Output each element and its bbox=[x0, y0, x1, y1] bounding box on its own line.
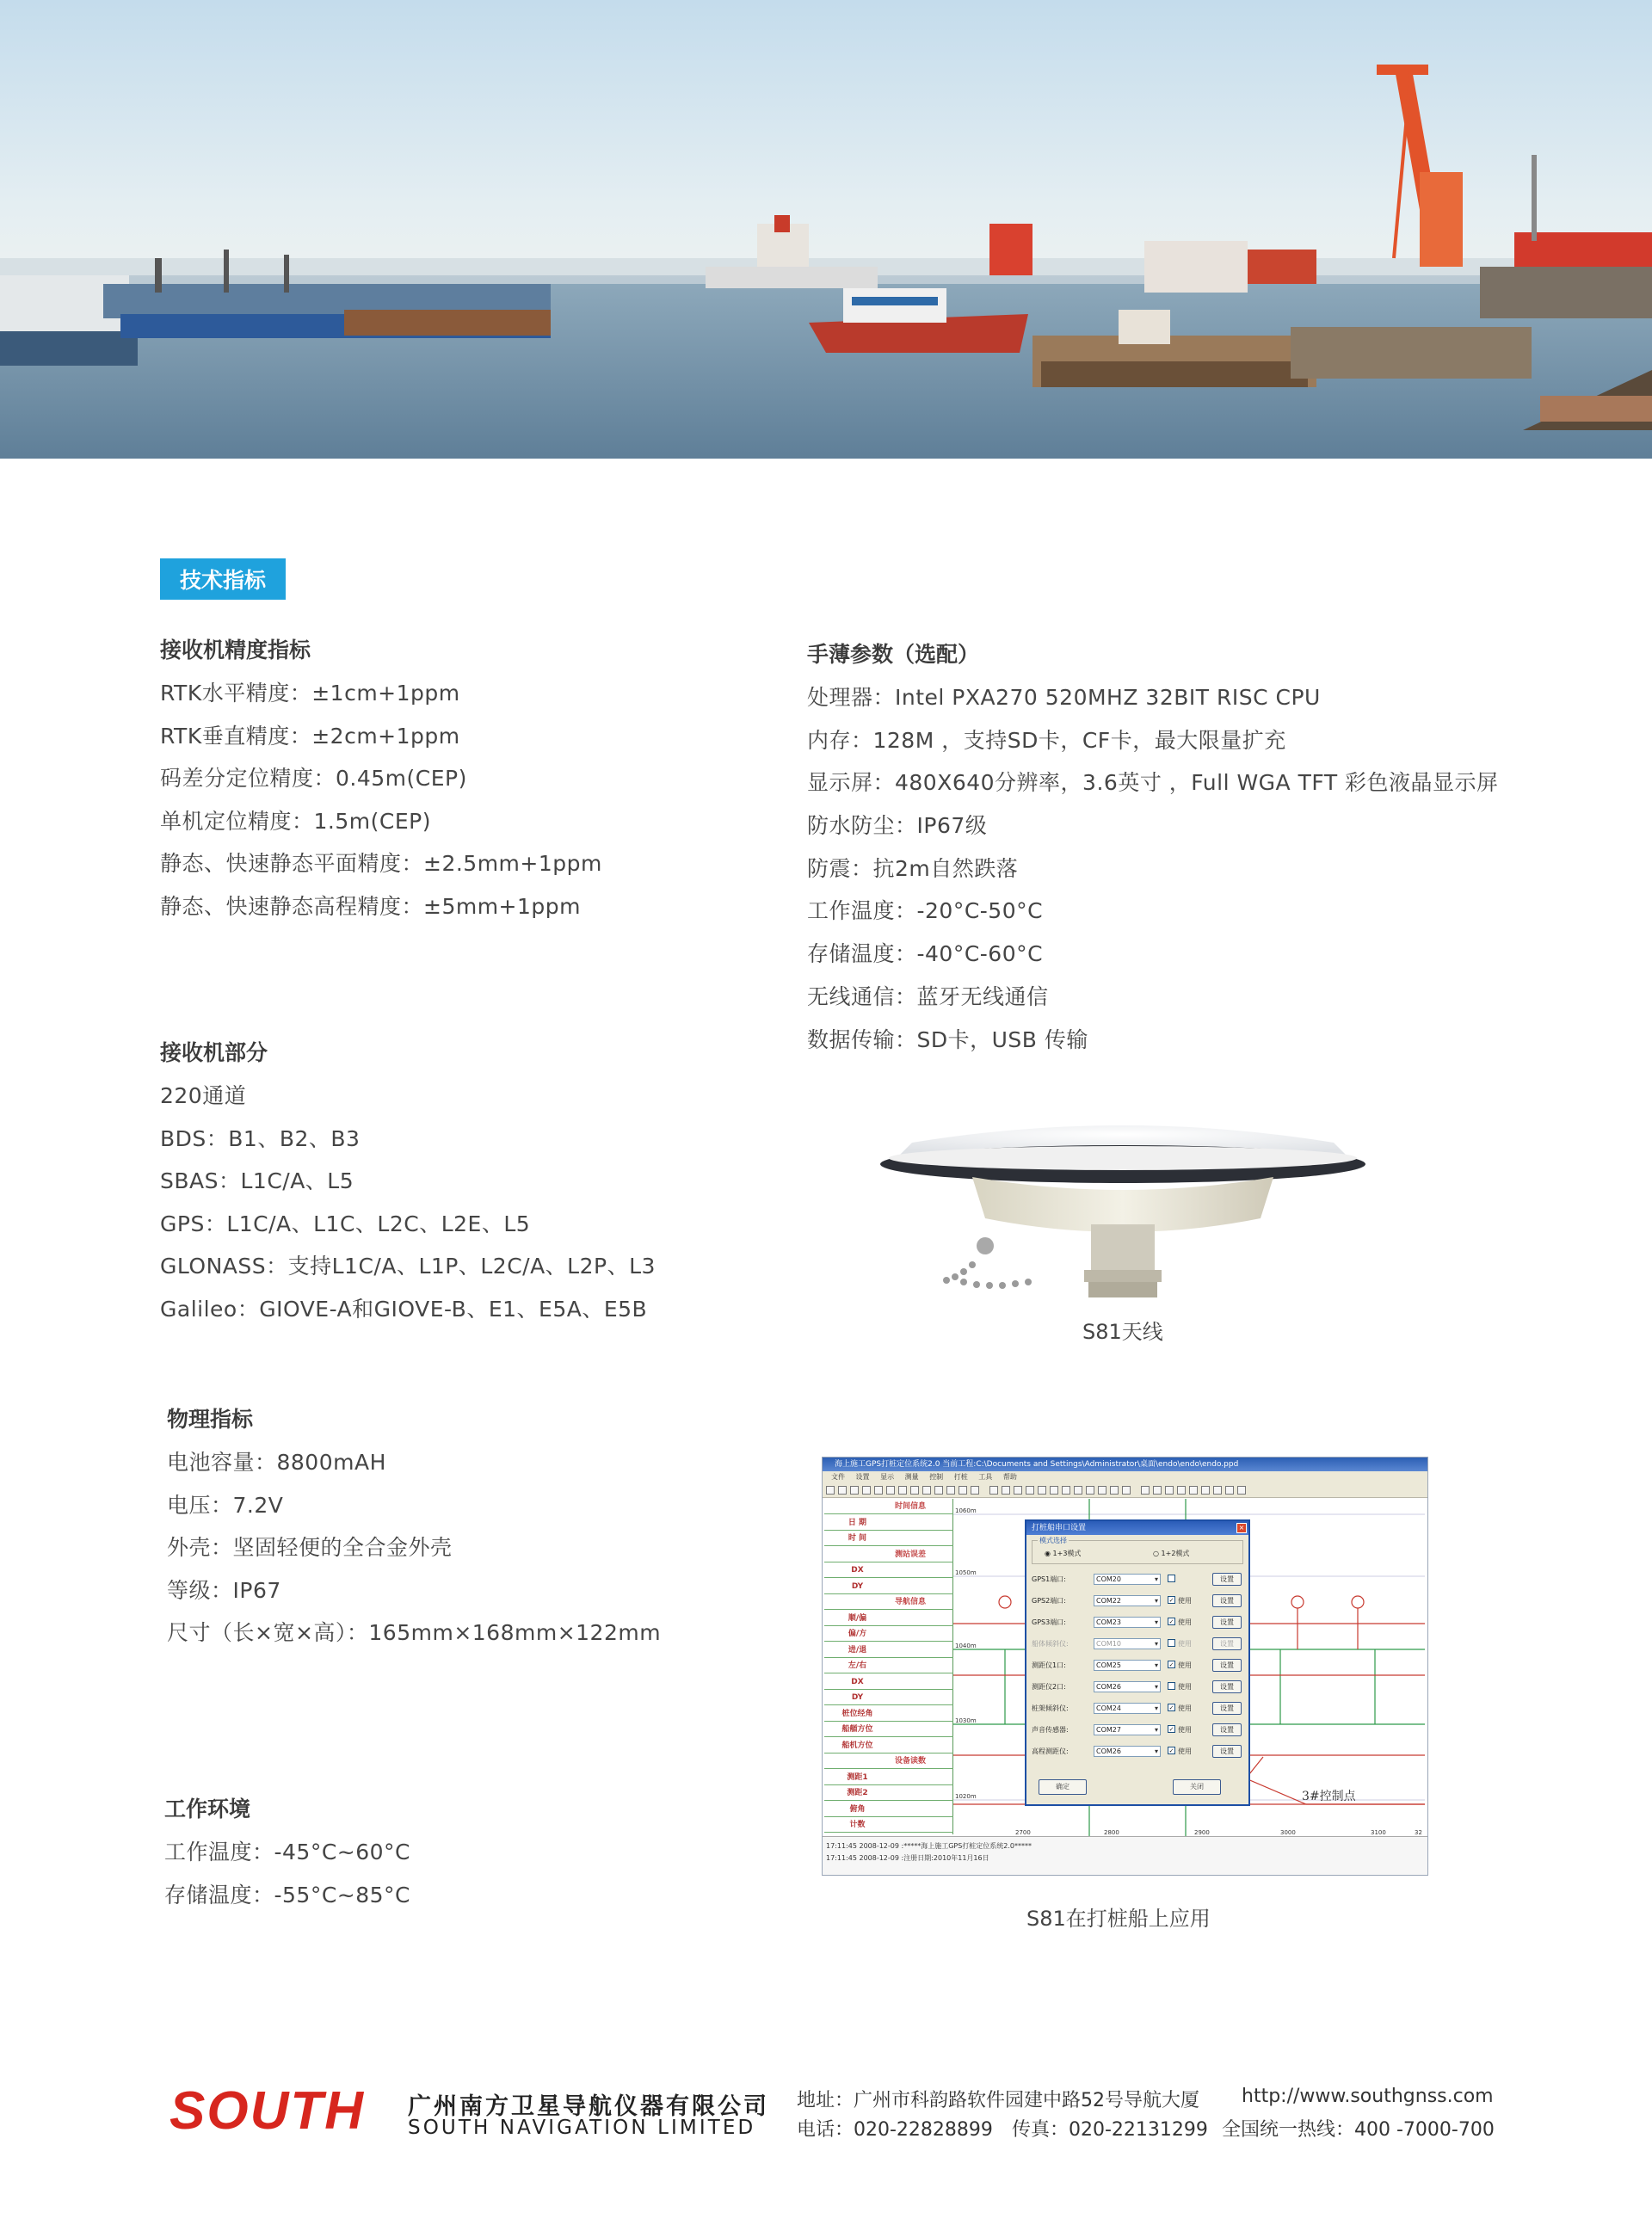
panel-label: 俯角 bbox=[849, 1804, 866, 1814]
use-label: 使用 bbox=[1178, 1683, 1192, 1691]
spec-item: 内存：128M ，支持SD卡，CF卡，最大限量扩充 bbox=[807, 727, 1286, 753]
port-label: 桩架倾斜仪: bbox=[1032, 1704, 1069, 1712]
port-row bbox=[1032, 1636, 1243, 1653]
dialog-title bbox=[1026, 1521, 1248, 1535]
port-select[interactable]: COM22 ▾ bbox=[1094, 1595, 1161, 1606]
spec-item: 数据传输：SD卡，USB 传输 bbox=[807, 1026, 1088, 1052]
toolbar-icon[interactable] bbox=[971, 1486, 979, 1495]
mode-group bbox=[1032, 1537, 1243, 1564]
panel-label: 设备读数 bbox=[894, 1757, 926, 1766]
spec-item: 处理器：Intel PXA270 520MHZ 32BIT RISC CPU bbox=[807, 685, 1321, 710]
toolbar-icon[interactable] bbox=[1002, 1486, 1010, 1495]
panel-label: 桩位经角 bbox=[841, 1709, 873, 1718]
panel-label: DY bbox=[851, 1693, 864, 1702]
footer-hotline: 全国统一热线：400 -7000-700 bbox=[1222, 2119, 1495, 2141]
toolbar-icon[interactable] bbox=[886, 1486, 895, 1495]
company-name-en: SOUTH NAVIGATION LIMITED bbox=[408, 2117, 756, 2139]
spec-item: 防震：抗2m自然跌落 bbox=[807, 855, 1019, 881]
y-tick: 1040m bbox=[955, 1643, 977, 1649]
spec-item: RTK垂直精度：±2cm+1ppm bbox=[160, 723, 460, 749]
use-checkbox[interactable] bbox=[1168, 1682, 1175, 1690]
ok-button[interactable]: 确定 bbox=[1039, 1779, 1087, 1795]
port-settings-button[interactable]: 设置 bbox=[1212, 1637, 1242, 1650]
status-line: 17:11:45 2008-12-09 :注册日期:2010年11月16日 bbox=[826, 1854, 989, 1862]
port-row bbox=[1032, 1679, 1243, 1696]
panel-label: 测距2 bbox=[847, 1789, 868, 1797]
spec-item: 存储温度：-40°C-60°C bbox=[807, 941, 1044, 967]
serial-port-dialog bbox=[1025, 1519, 1250, 1806]
panel-label: 计数 bbox=[849, 1821, 866, 1829]
port-select[interactable]: COM23 ▾ bbox=[1094, 1617, 1161, 1628]
port-row bbox=[1032, 1657, 1243, 1674]
spec-item: 存储温度：-55°C~85°C bbox=[164, 1882, 411, 1908]
spec-item: 静态、快速静态高程精度：±5mm+1ppm bbox=[160, 893, 582, 919]
plot-annotation: 3#控制点 bbox=[1302, 1790, 1356, 1803]
spec-item: 单机定位精度：1.5m(CEP) bbox=[160, 808, 431, 834]
use-label: 使用 bbox=[1178, 1704, 1192, 1712]
section-title: 工作环境 bbox=[164, 1797, 251, 1821]
port-select[interactable]: COM26 ▾ bbox=[1094, 1681, 1161, 1692]
use-checkbox[interactable]: ✓ bbox=[1168, 1704, 1174, 1711]
panel-row bbox=[824, 1531, 953, 1546]
menu-item: 文件 bbox=[831, 1473, 845, 1481]
panel-row bbox=[824, 1785, 953, 1801]
hero-harbor-photo bbox=[0, 0, 1652, 459]
spec-item: 电池容量：8800mAH bbox=[167, 1450, 386, 1475]
port-label: GPS3端口: bbox=[1032, 1618, 1066, 1626]
toolbar-icon[interactable] bbox=[1062, 1486, 1070, 1495]
software-screenshot bbox=[822, 1457, 1428, 1876]
x-tick: 2700 bbox=[1015, 1829, 1031, 1836]
panel-header bbox=[824, 1594, 953, 1610]
toolbar-icon[interactable] bbox=[1098, 1486, 1106, 1495]
spec-item: 220通道 bbox=[160, 1083, 247, 1108]
toolbar-icon[interactable] bbox=[1050, 1486, 1058, 1495]
panel-label: 测站误差 bbox=[894, 1550, 926, 1559]
panel-label: 偏/方 bbox=[848, 1630, 867, 1638]
use-label: 使用 bbox=[1178, 1661, 1192, 1669]
panel-row bbox=[824, 1738, 953, 1753]
close-icon[interactable]: × bbox=[1236, 1523, 1247, 1533]
port-select[interactable]: COM10 ▾ bbox=[1094, 1638, 1161, 1649]
port-settings-button[interactable]: 设置 bbox=[1212, 1745, 1242, 1758]
use-label: 使用 bbox=[1178, 1618, 1192, 1626]
menu-item: 设置 bbox=[855, 1473, 870, 1481]
y-tick: 1050m bbox=[955, 1569, 977, 1576]
spec-item: RTK水平精度：±1cm+1ppm bbox=[160, 681, 460, 706]
toolbar-icon[interactable] bbox=[1165, 1486, 1174, 1495]
window-title: 海上施工GPS打桩定位系统2.0 当前工程:C:\Documents and Settings\Administrator\桌面\endo\endo\endo.ppd bbox=[823, 1458, 1427, 1471]
panel-label: DY bbox=[851, 1581, 864, 1591]
receiver-precision-section bbox=[160, 629, 602, 928]
panel-row bbox=[824, 1817, 953, 1833]
toolbar-icon[interactable] bbox=[1201, 1486, 1210, 1495]
y-tick: 1030m bbox=[955, 1717, 977, 1724]
toolbar-icon[interactable] bbox=[898, 1486, 907, 1495]
toolbar-icon[interactable] bbox=[1237, 1486, 1246, 1495]
port-row bbox=[1032, 1722, 1243, 1739]
port-select[interactable]: COM20 ▾ bbox=[1094, 1574, 1161, 1585]
panel-label: 测距1 bbox=[847, 1772, 868, 1782]
toolbar-icon[interactable] bbox=[1141, 1486, 1150, 1495]
port-label: 测距仪2口: bbox=[1032, 1683, 1066, 1691]
port-select[interactable]: COM24 ▾ bbox=[1094, 1703, 1161, 1714]
toolbar-icon[interactable] bbox=[989, 1486, 998, 1495]
toolbar-icon[interactable] bbox=[1122, 1486, 1131, 1495]
logo-text: SOUTH bbox=[170, 2084, 365, 2136]
panel-label: 顺/偏 bbox=[848, 1613, 867, 1623]
panel-label: DX bbox=[851, 1566, 864, 1575]
spec-item: 静态、快速静态平面精度：±2.5mm+1ppm bbox=[160, 851, 602, 877]
menu-item: 帮助 bbox=[1002, 1473, 1017, 1481]
mode-group-label: 模式选择 bbox=[1039, 1537, 1067, 1544]
toolbar-icon[interactable] bbox=[850, 1486, 859, 1495]
x-tick: 2900 bbox=[1194, 1829, 1210, 1836]
spec-item: GLONASS：支持L1C/A、L1P、L2C/A、L2P、L3 bbox=[160, 1254, 656, 1279]
use-checkbox[interactable]: ✓ bbox=[1168, 1726, 1174, 1733]
receiver-part-section bbox=[160, 1032, 656, 1331]
use-label: 使用 bbox=[1178, 1726, 1192, 1734]
panel-row bbox=[824, 1515, 953, 1531]
x-tick: 3100 bbox=[1371, 1829, 1386, 1836]
spec-item: 防水防尘：IP67级 bbox=[807, 813, 988, 839]
toolbar-icon[interactable] bbox=[1086, 1486, 1094, 1495]
panel-row bbox=[824, 1579, 953, 1594]
use-label: 使用 bbox=[1178, 1597, 1192, 1605]
south-logo bbox=[168, 2084, 391, 2136]
software-caption: S81在打桩船上应用 bbox=[1026, 1907, 1211, 1931]
use-checkbox[interactable] bbox=[1168, 1575, 1175, 1582]
port-label: GPS2端口: bbox=[1032, 1597, 1066, 1605]
spec-item: 电压：7.2V bbox=[167, 1492, 284, 1518]
panel-header bbox=[824, 1753, 953, 1769]
mode-a-label: 1+3模式 bbox=[1052, 1550, 1082, 1557]
spec-item: 无线通信：蓝牙无线通信 bbox=[807, 983, 1049, 1009]
port-row bbox=[1032, 1700, 1243, 1717]
x-tick: 32 bbox=[1415, 1829, 1422, 1836]
port-label: 高程测距仪: bbox=[1032, 1747, 1069, 1755]
panel-label: 导航信息 bbox=[894, 1598, 926, 1606]
toolbar-icon[interactable] bbox=[1014, 1486, 1022, 1495]
footer-address: 地址：广州市科韵路软件园建中路52号导航大厦 bbox=[797, 2090, 1199, 2111]
panel-label: 日 期 bbox=[848, 1518, 867, 1527]
panel-label: 左/右 bbox=[848, 1661, 867, 1670]
port-select[interactable]: COM25 ▾ bbox=[1094, 1660, 1161, 1671]
use-checkbox[interactable]: ✓ bbox=[1168, 1618, 1174, 1625]
mode-radio-a[interactable]: ◉ 1+3模式 bbox=[1045, 1550, 1082, 1557]
spec-item: 工作温度：-45°C~60°C bbox=[164, 1840, 411, 1864]
x-tick: 2800 bbox=[1104, 1829, 1119, 1836]
port-label: GPS1端口: bbox=[1032, 1575, 1066, 1583]
port-settings-button[interactable]: 设置 bbox=[1212, 1680, 1242, 1693]
panel-row bbox=[824, 1626, 953, 1642]
port-label: 船体倾斜仪: bbox=[1032, 1640, 1069, 1648]
company-name-cn: 广州南方卫星导航仪器有限公司 bbox=[408, 2093, 769, 2120]
spec-item: 工作温度：-20°C-50°C bbox=[807, 898, 1044, 924]
port-label: 声音传感器: bbox=[1032, 1726, 1069, 1734]
panel-label: 时 间 bbox=[848, 1534, 867, 1543]
physical-specs-section bbox=[167, 1398, 661, 1655]
toolbar-icon[interactable] bbox=[959, 1486, 967, 1495]
menu-item: 控制 bbox=[929, 1473, 944, 1481]
toolbar-icon[interactable] bbox=[1189, 1486, 1198, 1495]
footer-website[interactable]: http://www.southgnss.com bbox=[1242, 2086, 1494, 2107]
toolbar-icon[interactable] bbox=[838, 1486, 847, 1495]
port-label: 测距仪1口: bbox=[1032, 1661, 1066, 1669]
port-settings-button[interactable]: 设置 bbox=[1212, 1702, 1242, 1715]
panel-label: 进/退 bbox=[848, 1645, 867, 1655]
toolbar-icon[interactable] bbox=[1038, 1486, 1046, 1495]
panel-header bbox=[824, 1499, 953, 1514]
port-select[interactable]: COM27 ▾ bbox=[1094, 1724, 1161, 1735]
panel-row bbox=[824, 1611, 953, 1626]
menu-item: 打桩 bbox=[953, 1473, 968, 1481]
section-title: 手薄参数（选配） bbox=[807, 642, 980, 667]
port-settings-button[interactable]: 设置 bbox=[1212, 1659, 1242, 1672]
spec-item: 等级：IP67 bbox=[167, 1577, 281, 1603]
toolbar-icon[interactable] bbox=[1225, 1486, 1234, 1495]
port-row bbox=[1032, 1571, 1243, 1588]
toolbar-icon[interactable] bbox=[826, 1486, 835, 1495]
port-row bbox=[1032, 1614, 1243, 1631]
panel-row bbox=[824, 1706, 953, 1722]
use-checkbox[interactable]: ✓ bbox=[1168, 1661, 1174, 1668]
panel-row bbox=[824, 1658, 953, 1673]
spec-item: BDS：B1、B2、B3 bbox=[160, 1125, 361, 1151]
spec-item: 尺寸（长×宽×高）：165mm×168mm×122mm bbox=[167, 1620, 662, 1646]
panel-label: DX bbox=[851, 1677, 864, 1686]
toolbar-icon[interactable] bbox=[874, 1486, 883, 1495]
mode-b-label: 1+2模式 bbox=[1161, 1550, 1190, 1557]
toolbar-icon[interactable] bbox=[922, 1486, 931, 1495]
spec-item: SBAS：L1C/A、L5 bbox=[160, 1168, 354, 1194]
use-checkbox[interactable]: ✓ bbox=[1168, 1747, 1174, 1754]
spec-item: Galileo：GIOVE-A和GIOVE-B、E1、E5A、E5B bbox=[160, 1296, 648, 1322]
use-label: 使用 bbox=[1178, 1640, 1192, 1648]
section-title: 物理指标 bbox=[167, 1407, 254, 1432]
port-row bbox=[1032, 1593, 1243, 1610]
panel-row bbox=[824, 1643, 953, 1658]
spec-item: 显示屏：480X640分辨率，3.6英寸 ，Full WGA TFT 彩色液晶显示屏 bbox=[807, 770, 1499, 796]
status-line: 17:11:45 2008-12-09 :*****海上施工GPS打桩定位系统2.0***** bbox=[826, 1842, 1032, 1850]
panel-label: 时间信息 bbox=[894, 1502, 926, 1511]
toolbar-icon[interactable] bbox=[910, 1486, 919, 1495]
toolbar-icon[interactable] bbox=[1026, 1486, 1034, 1495]
panel-row bbox=[824, 1690, 953, 1705]
panel-row bbox=[824, 1802, 953, 1817]
toolbar-icon[interactable] bbox=[946, 1486, 955, 1495]
panel-row bbox=[824, 1562, 953, 1578]
port-settings-button[interactable]: 设置 bbox=[1212, 1616, 1242, 1629]
toolbar-icon[interactable] bbox=[1213, 1486, 1222, 1495]
close-button[interactable]: 关闭 bbox=[1173, 1779, 1221, 1795]
port-settings-button[interactable]: 设置 bbox=[1212, 1723, 1242, 1736]
port-row bbox=[1032, 1743, 1243, 1760]
x-tick: 3000 bbox=[1280, 1829, 1296, 1836]
port-select[interactable]: COM26 ▾ bbox=[1094, 1746, 1161, 1757]
use-checkbox[interactable] bbox=[1168, 1639, 1175, 1647]
status-log bbox=[823, 1836, 1427, 1876]
spec-item: GPS：L1C/A、L1C、L2C、L2E、L5 bbox=[160, 1211, 531, 1236]
toolbar-icon[interactable] bbox=[934, 1486, 943, 1495]
handheld-params-section bbox=[807, 633, 1499, 1061]
use-checkbox[interactable]: ✓ bbox=[1168, 1597, 1174, 1604]
toolbar bbox=[823, 1482, 1427, 1498]
info-panel bbox=[824, 1499, 953, 1834]
antenna-image bbox=[878, 1117, 1368, 1306]
spec-item: 外壳：坚固轻便的全合金外壳 bbox=[167, 1535, 453, 1561]
panel-label: 船机方位 bbox=[841, 1741, 873, 1750]
section-title: 接收机部分 bbox=[160, 1040, 268, 1065]
dialog-title-text: 打桩船串口设置 bbox=[1032, 1524, 1087, 1532]
toolbar-icon[interactable] bbox=[862, 1486, 871, 1495]
use-label: 使用 bbox=[1178, 1747, 1192, 1755]
environment-section bbox=[164, 1788, 410, 1916]
panel-row bbox=[824, 1722, 953, 1737]
menu-item: 显示 bbox=[880, 1473, 895, 1481]
toolbar-icon[interactable] bbox=[1110, 1486, 1119, 1495]
panel-header bbox=[824, 1547, 953, 1562]
menu-item: 测量 bbox=[904, 1473, 919, 1481]
mode-radio-b[interactable]: ○ 1+2模式 bbox=[1153, 1550, 1190, 1557]
panel-row bbox=[824, 1770, 953, 1785]
footer-fax: 传真：020-22131299 bbox=[1012, 2119, 1208, 2141]
panel-row bbox=[824, 1674, 953, 1690]
port-settings-button[interactable]: 设置 bbox=[1212, 1573, 1242, 1586]
toolbar-icon[interactable] bbox=[1177, 1486, 1186, 1495]
section-badge: 技术指标 bbox=[160, 558, 286, 600]
toolbar-icon[interactable] bbox=[1074, 1486, 1082, 1495]
toolbar-icon[interactable] bbox=[1153, 1486, 1162, 1495]
footer-phone: 电话：020-22828899 bbox=[797, 2119, 993, 2141]
antenna-caption: S81天线 bbox=[1082, 1320, 1163, 1344]
y-tick: 1020m bbox=[955, 1793, 977, 1800]
menu-item: 工具 bbox=[978, 1473, 993, 1481]
menu-bar bbox=[823, 1471, 1427, 1482]
panel-label: 船艏方位 bbox=[841, 1725, 873, 1734]
port-settings-button[interactable]: 设置 bbox=[1212, 1594, 1242, 1607]
section-title: 接收机精度指标 bbox=[160, 638, 311, 663]
spec-item: 码差分定位精度：0.45m(CEP) bbox=[160, 766, 467, 792]
y-tick: 1060m bbox=[955, 1507, 977, 1514]
